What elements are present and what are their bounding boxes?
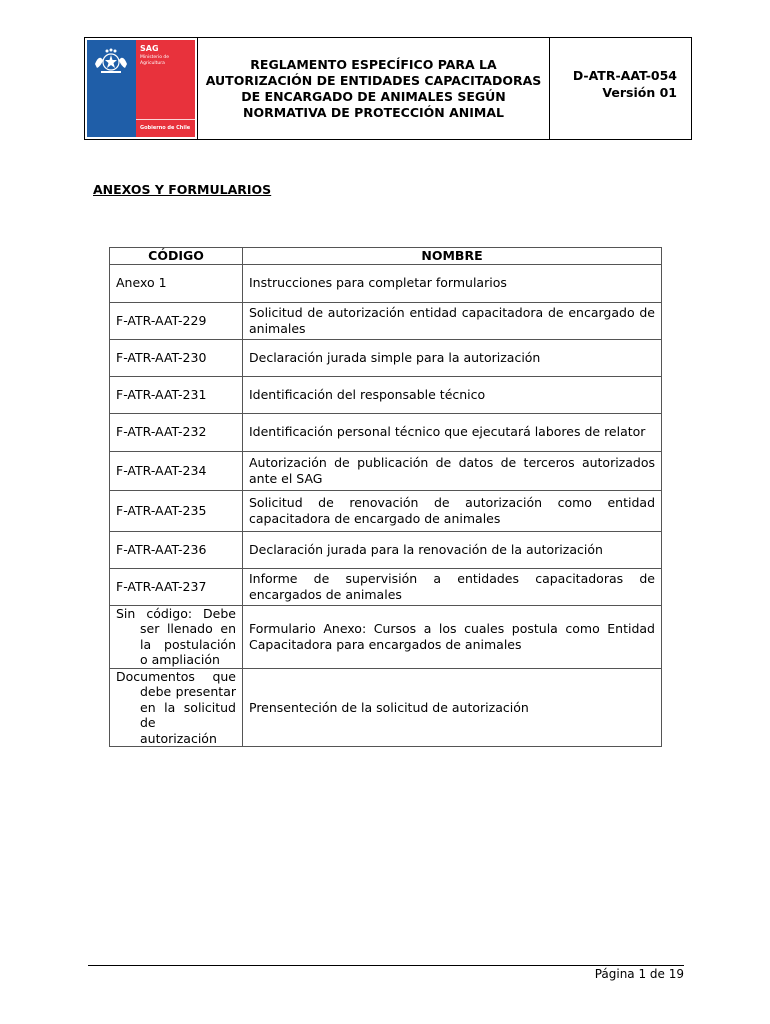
table-row <box>110 605 662 668</box>
page-number: Página 1 de 19 <box>594 967 684 981</box>
row-name: Informe de supervisión a entidades capacitadoras de encargados de animales <box>243 568 662 605</box>
row-name: Declaración jurada para la renovación de la autorización <box>243 531 662 568</box>
document-title <box>198 38 550 139</box>
table-row <box>110 376 662 413</box>
row-code: F-ATR-AAT-230 <box>110 339 243 376</box>
logo-divider <box>136 119 195 120</box>
row-code: F-ATR-AAT-229 <box>110 302 243 339</box>
logo-ministry: Ministerio de Agricultura <box>140 55 170 66</box>
table-row <box>110 668 662 747</box>
row-code: F-ATR-AAT-235 <box>110 490 243 531</box>
row-code-text: Documentos que debe presentar en la solicitud de autorización <box>116 668 236 746</box>
row-code: F-ATR-AAT-236 <box>110 531 243 568</box>
logo-blue-panel <box>87 40 136 137</box>
row-name: Solicitud de renovación de autorización como entidad capacitadora de encargado de animales <box>243 490 662 531</box>
sag-logo <box>87 40 195 137</box>
document-code: D-ATR-AAT-054 <box>572 67 677 83</box>
logo-brand: SAG <box>140 44 159 53</box>
section-title: ANEXOS Y FORMULARIOS <box>93 182 272 197</box>
table-row <box>110 531 662 568</box>
row-name: Autorización de publicación de datos de terceros autorizados ante el SAG <box>243 451 662 490</box>
row-code: F-ATR-AAT-234 <box>110 451 243 490</box>
row-name: Prensenteción de la solicitud de autorización <box>243 668 662 747</box>
table-row <box>110 302 662 339</box>
row-name: Instrucciones para completar formularios <box>243 264 662 302</box>
table-row <box>110 413 662 451</box>
column-header-name: NOMBRE <box>243 248 662 265</box>
row-name: Solicitud de autorización entidad capacitadora de encargado de animales <box>243 302 662 339</box>
table-header-row <box>110 248 662 265</box>
logo-cell <box>85 38 198 139</box>
row-name: Formulario Anexo: Cursos a los cuales postula como Entidad Capacitadora para encargados de animales <box>243 605 662 668</box>
row-name: Identificación del responsable técnico <box>243 376 662 413</box>
row-code: F-ATR-AAT-237 <box>110 568 243 605</box>
row-name: Declaración jurada simple para la autorización <box>243 339 662 376</box>
title-line: NORMATIVA DE PROTECCIÓN ANIMAL <box>243 104 504 120</box>
title-line: DE ENCARGADO DE ANIMALES SEGÚN <box>241 88 506 104</box>
column-header-code: CÓDIGO <box>110 248 243 265</box>
row-code-text: Sin código: Debe ser llenado en la postulación o ampliación <box>116 605 236 667</box>
title-line: REGLAMENTO ESPECÍFICO PARA LA <box>250 56 497 72</box>
document-header <box>84 37 692 140</box>
document-code-cell <box>550 38 691 139</box>
coat-of-arms-icon <box>91 46 131 74</box>
row-code: F-ATR-AAT-232 <box>110 413 243 451</box>
row-code <box>110 605 243 668</box>
row-code: F-ATR-AAT-231 <box>110 376 243 413</box>
table-row <box>110 568 662 605</box>
row-code <box>110 668 243 747</box>
document-version: Versión 01 <box>602 84 677 100</box>
table-row <box>110 339 662 376</box>
row-name: Identificación personal técnico que ejecutará labores de relator <box>243 413 662 451</box>
logo-government: Gobierno de Chile <box>140 125 191 131</box>
row-code: Anexo 1 <box>110 264 243 302</box>
title-line: AUTORIZACIÓN DE ENTIDADES CAPACITADORAS <box>205 72 542 88</box>
footer-divider <box>88 965 684 966</box>
table-row <box>110 264 662 302</box>
annex-table <box>109 247 662 747</box>
logo-red-panel <box>136 40 195 137</box>
table-row <box>110 490 662 531</box>
table-row <box>110 451 662 490</box>
